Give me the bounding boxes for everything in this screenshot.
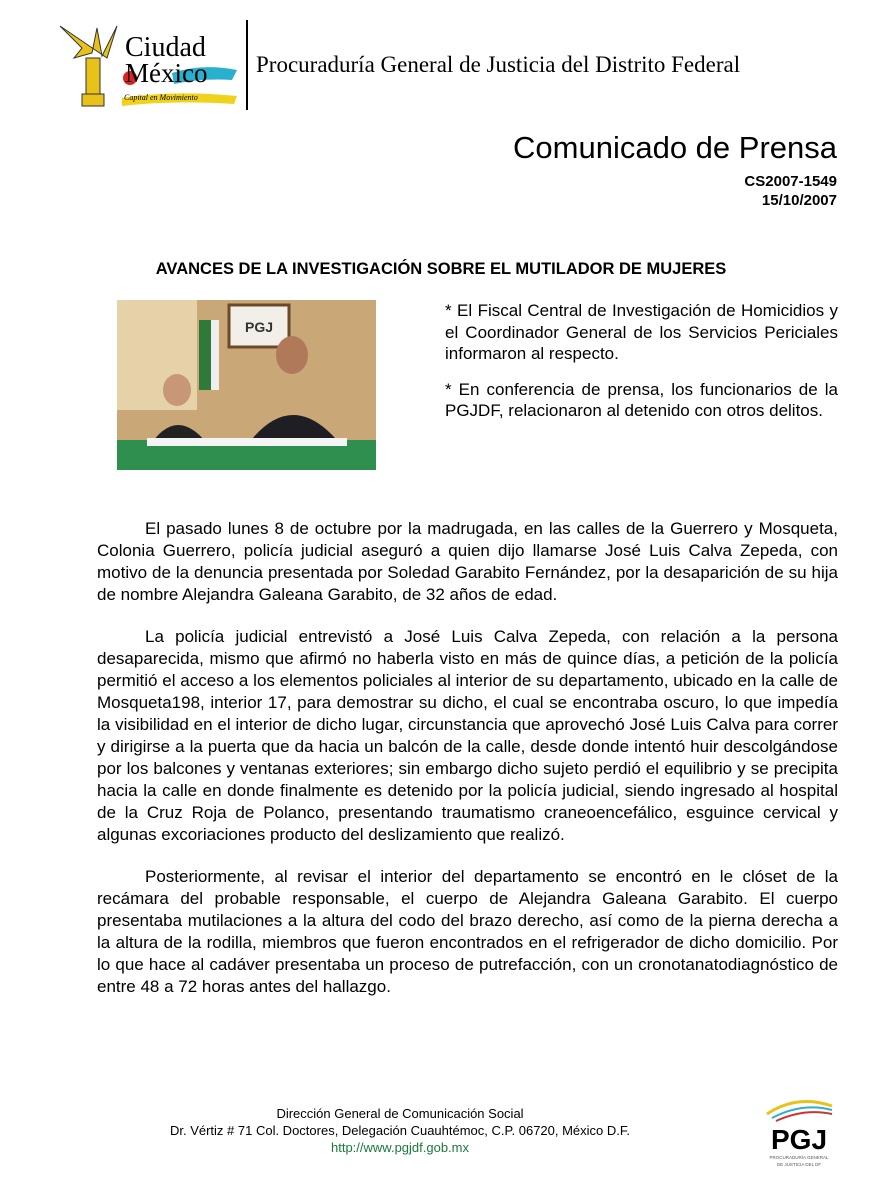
- footer-address: Dr. Vértiz # 71 Col. Doctores, Delegación Cuauhtémoc, C.P. 06720, México D.F.: [169, 1123, 631, 1138]
- agency-name: Procuraduría General de Justicia del Distrito Federal: [256, 52, 741, 77]
- svg-text:Capital en Movimiento: Capital en Movimiento: [124, 93, 198, 102]
- summary-bullet: * El Fiscal Central de Investigación de Homicidios y el Coordinador General de los Servicios Periciales informaron al respecto.: [445, 301, 838, 363]
- headline: AVANCES DE LA INVESTIGACIÓN SOBRE EL MUTILADOR DE MUJERES: [155, 260, 727, 278]
- pgj-logo: [762, 1092, 837, 1172]
- paragraph: El pasado lunes 8 de octubre por la madrugada, en las calles de la Guerrero y Mosqueta, Colonia Guerrero, policía judicial aseguró a quien dijo llamarse José Luis Calva Zepeda, con motivo de la denuncia presentada por Soledad Garabito Fernández, por la desaparición de su hija de nombre Alejandra Galeana Garabito, de 32 años de edad.: [97, 519, 838, 604]
- paragraph: La policía judicial entrevistó a José Luis Calva Zepeda, con relación a la persona desaparecida, mismo que afirmó no haberla visto en más de quince días, a petición de la policía permitió el acceso a los elementos policiales al interior de su departamento, ubicado en la calle de Mosqueta198, interior 17, para demostrar su dicho, el cual se encontraba oscuro, lo que impedía la visibilidad en el interior de dicho lugar, circunstancia que aprovechó José Luis Calva para correr y dirigirse a la puerta que da hacia un balcón de la calle, desde donde intentó huir descolgándose por los balcones y ventanas exteriores; sin embargo dicho sujeto perdió el equilibrio y se precipita hacia la calle en donde finalmente es detenido por la policía judicial, siendo ingresado al hospital de la Cruz Roja de Polanco, presentando traumatismo craneoencefálico, esguince cervical y algunas excoriaciones producto del deslizamiento que realizó.: [97, 627, 838, 844]
- footer: [100, 1105, 700, 1156]
- summary-bullets: [445, 300, 838, 436]
- svg-text:PGJ: PGJ: [770, 1124, 828, 1155]
- document-date: 15/10/2007: [761, 192, 837, 209]
- ciudad-mexico-logo: [52, 18, 242, 110]
- header-divider: [246, 20, 248, 110]
- svg-text:PGJ: PGJ: [244, 319, 274, 335]
- article-body: [97, 518, 838, 1018]
- svg-text:México: México: [125, 58, 208, 88]
- footer-url[interactable]: http://www.pgjdf.gob.mx: [330, 1140, 469, 1155]
- paragraph: Posteriormente, al revisar el interior del departamento se encontró en le clóset de la recámara del probable responsable, el cuerpo de Alejandra Galeana Garabito. El cuerpo presentaba mutilaciones a la altura del codo del brazo derecho, así como de la pierna derecha a la altura de la rodilla, miembros que fueron encontrados en el refrigerador de dicho domicilio. Por lo que hace al cadáver presentaba un proceso de putrefacción, con un cronotanatodiagnóstico de entre 48 a 72 horas antes del hallazgo.: [97, 867, 838, 996]
- svg-text:PROCURADURÍA GENERAL: PROCURADURÍA GENERAL: [769, 1155, 829, 1160]
- footer-department: Dirección General de Comunicación Social: [276, 1106, 524, 1121]
- press-conference-photo: [117, 300, 376, 470]
- reference-number: CS2007-1549: [744, 173, 837, 190]
- reference-block: [744, 172, 837, 210]
- summary-bullet: * En conferencia de prensa, los funcionarios de la PGJDF, relacionaron al detenido con otros delitos.: [445, 379, 838, 420]
- document-type: Comunicado de Prensa: [513, 130, 837, 165]
- svg-text:Ciudad: Ciudad: [125, 32, 206, 63]
- svg-text:DE JUSTICIA DEL DF: DE JUSTICIA DEL DF: [776, 1162, 822, 1167]
